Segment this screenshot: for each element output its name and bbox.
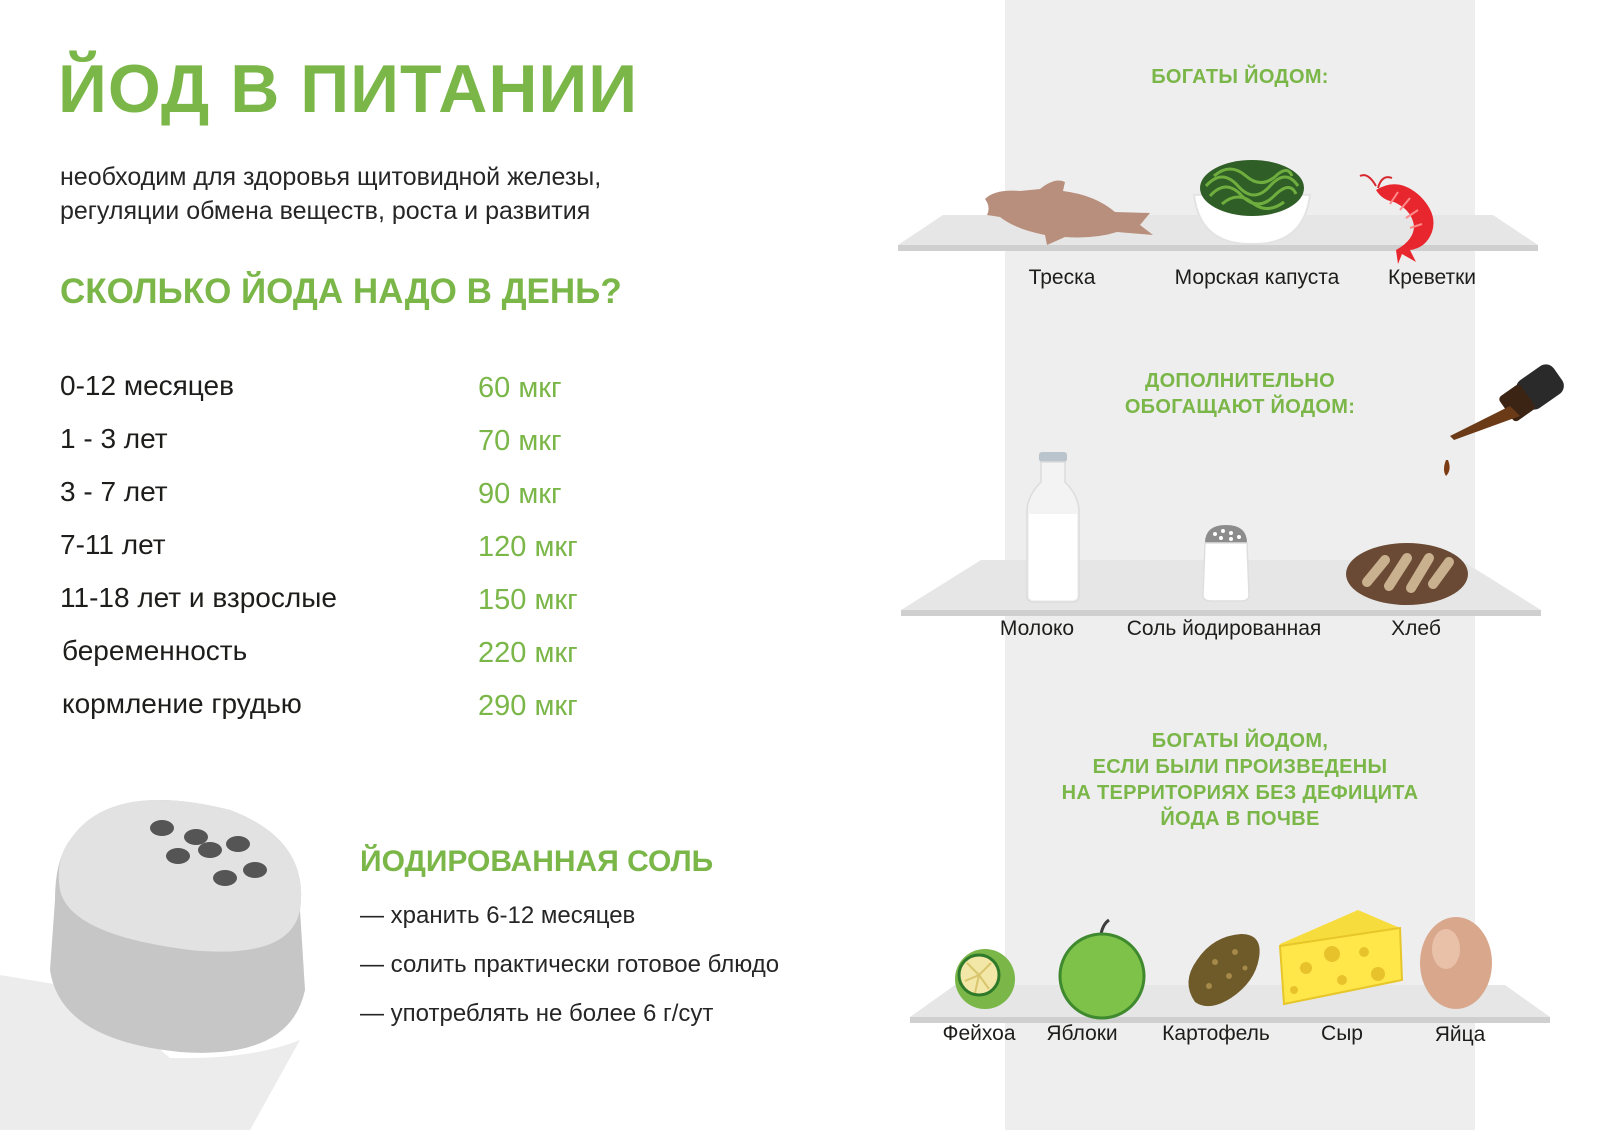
age-group-label: 3 - 7 лет: [60, 476, 168, 507]
salt-tip: — солить практически готовое блюдо: [360, 951, 780, 978]
shelf-title-line: БОГАТЫ ЙОДОМ:: [1151, 66, 1329, 88]
food-label: Молоко: [999, 617, 1075, 640]
shelf-title-line: ЙОДА В ПОЧВЕ: [1160, 808, 1320, 830]
food-label: Морская капуста: [1174, 266, 1340, 289]
page-subtitle: [60, 160, 780, 228]
iodized-salt-heading: ЙОДИРОВАННАЯ СОЛЬ: [360, 845, 714, 878]
shelf-title-fortified-with-iodine: [1005, 368, 1475, 420]
salt-tip: — употреблять не более 6 г/сут: [360, 1000, 714, 1027]
food-label: Соль йодированная: [1126, 617, 1322, 640]
shelf-title-rich-in-iodine: [1005, 64, 1475, 90]
age-group-label: 0-12 месяцев: [60, 370, 234, 401]
daily-need-heading: СКОЛЬКО ЙОДА НАДО В ДЕНЬ?: [60, 272, 622, 311]
iodine-amount: 150 мкг: [478, 584, 578, 616]
food-label: Креветки: [1387, 266, 1477, 289]
iodine-amount: 120 мкг: [478, 531, 578, 563]
age-group-label: кормление грудью: [62, 688, 302, 719]
salt-tip: — хранить 6-12 месяцев: [360, 902, 636, 929]
iodine-amount: 220 мкг: [478, 637, 578, 669]
page-title: ЙОД В ПИТАНИИ: [58, 51, 639, 127]
food-label: Хлеб: [1391, 617, 1441, 640]
egg-icon: [1418, 915, 1494, 1011]
seaweed-icon: [1192, 150, 1312, 245]
shelf-title-line: БОГАТЫ ЙОДОМ,: [1151, 730, 1329, 752]
milk-bottle-icon: [1025, 452, 1081, 602]
age-group-label: беременность: [62, 635, 248, 666]
food-label: Картофель: [1162, 1022, 1270, 1045]
cheese-icon: [1280, 910, 1402, 1006]
shelf-title-line: ДОПОЛНИТЕЛЬНО: [1145, 370, 1335, 392]
iodine-amount: 70 мкг: [478, 425, 562, 457]
food-label: Сыр: [1321, 1022, 1363, 1045]
food-label: Треска: [1028, 266, 1096, 289]
feijoa-icon: [953, 943, 1017, 1011]
age-group-label: 1 - 3 лет: [60, 423, 168, 454]
large-salt-shaker-icon: [0, 790, 340, 1130]
daily-need-table: [60, 370, 620, 750]
food-label: Яблоки: [1046, 1022, 1118, 1045]
subtitle-line: необходим для здоровья щитовидной железы,: [60, 163, 602, 191]
age-group-label: 7-11 лет: [60, 529, 166, 560]
shelf-title-line: ОБОГАЩАЮТ ЙОДОМ:: [1124, 396, 1356, 418]
shelf-title-line: ЕСЛИ БЫЛИ ПРОИЗВЕДЕНЫ: [1092, 756, 1388, 778]
iodine-amount: 60 мкг: [478, 372, 562, 404]
subtitle-line: регуляции обмена веществ, роста и развития: [60, 197, 591, 225]
iodine-dropper-icon: [1440, 370, 1570, 485]
apple-icon: [1057, 920, 1147, 1018]
iodine-amount: 90 мкг: [478, 478, 562, 510]
salt-shaker-icon: [1201, 525, 1251, 601]
shrimp-icon: [1358, 170, 1448, 265]
iodine-amount: 290 мкг: [478, 690, 578, 722]
shelf-title-conditional: [1005, 728, 1475, 832]
potato-icon: [1185, 932, 1263, 1010]
bread-icon: [1345, 540, 1470, 606]
age-group-label: 11-18 лет и взрослые: [60, 582, 337, 613]
food-label: Фейхоа: [942, 1022, 1016, 1045]
shelf-title-line: НА ТЕРРИТОРИЯХ БЕЗ ДЕФИЦИТА: [1061, 782, 1419, 804]
cod-icon: [985, 177, 1155, 247]
food-label: Яйца: [1434, 1023, 1486, 1046]
